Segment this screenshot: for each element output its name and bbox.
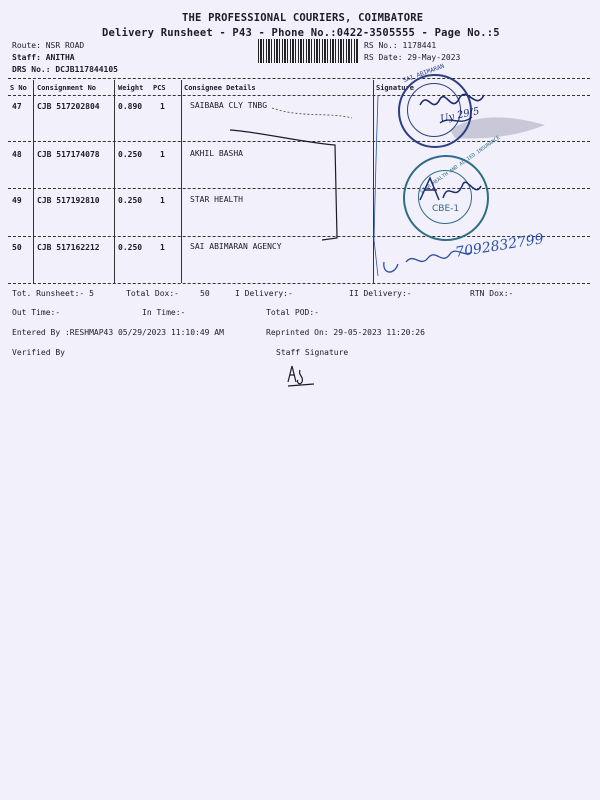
row-weight: 0.250	[118, 150, 143, 159]
row-weight: 0.250	[118, 243, 143, 252]
row-consignee: STAR HEALTH	[190, 195, 243, 204]
staff-signature-label: Staff Signature	[276, 348, 349, 357]
total-dox-value: 50	[200, 289, 210, 298]
ii-delivery-label: II Delivery:-	[349, 289, 412, 298]
row-pcs: 1	[160, 196, 165, 205]
runsheet-subtitle: Delivery Runsheet - P43 - Phone No.:0422-3505555 - Page No.:5	[102, 27, 500, 39]
handwritten-phone: 7092832799	[454, 231, 545, 261]
i-delivery-label: I Delivery:-	[235, 289, 293, 298]
row-sno: 48	[12, 150, 22, 159]
col-header-consignee: Consignee Details	[184, 84, 256, 92]
row-weight: 0.250	[118, 196, 143, 205]
reprinted-on: Reprinted On: 29-05-2023 11:20:26	[266, 328, 425, 337]
staff-label: Staff: ANITHA	[12, 53, 75, 62]
stamp-ring-text: STAR HEALTH AND ALLIED INSURANCE	[418, 134, 502, 196]
row-consignment: CJB 517174078	[37, 150, 100, 159]
staff-signature-mark	[284, 362, 324, 392]
col-header-weight: Weight	[118, 84, 144, 92]
row-consignee: SAIBABA CLY TNBG	[190, 101, 268, 110]
rs-number: RS No.: 1178441	[364, 41, 437, 50]
rtn-dox-label: RTN Dox:-	[470, 289, 514, 298]
col-header-consignment: Consignment No	[37, 84, 97, 92]
row-sno: 47	[12, 102, 22, 111]
row-sno: 49	[12, 196, 22, 205]
total-dox-label: Total Dox:-	[126, 289, 179, 298]
row-consignee: AKHIL BASHA	[190, 149, 243, 158]
rs-date: RS Date: 29-May-2023	[364, 53, 461, 62]
row-consignee: SAI ABIMARAN AGENCY	[190, 242, 282, 251]
row-weight: 0.890	[118, 102, 143, 111]
in-time-label: In Time:-	[142, 308, 186, 317]
handwritten-date: Uy 29/5	[439, 105, 481, 126]
row-consignment: CJB 517192810	[37, 196, 100, 205]
row-consignment: CJB 517202804	[37, 102, 100, 111]
drs-number: DRS No.: DCJB117844105	[12, 65, 118, 74]
row-pcs: 1	[160, 243, 165, 252]
row-pcs: 1	[160, 102, 165, 111]
out-time-label: Out Time:-	[12, 308, 61, 317]
col-header-sno: S No	[10, 84, 27, 92]
tot-runsheet: Tot. Runsheet:- 5	[12, 289, 94, 298]
col-header-signature: Signature	[376, 84, 414, 92]
row-consignment: CJB 517162212	[37, 243, 100, 252]
col-header-pcs: PCS	[153, 84, 166, 92]
route-label: Route: NSR ROAD	[12, 41, 85, 50]
entered-by: Entered By :RESHMAP43 05/29/2023 11:10:49 AM	[12, 328, 224, 337]
verified-by-label: Verified By	[12, 348, 65, 357]
row-pcs: 1	[160, 150, 165, 159]
stamp-ring-text: SAI ABIMARAN	[402, 62, 446, 85]
row-sno: 50	[12, 243, 22, 252]
stamp-center-text: CBE-1	[432, 204, 460, 214]
total-pod-label: Total POD:-	[266, 308, 319, 317]
signature-mark	[415, 170, 495, 220]
company-title: THE PROFESSIONAL COURIERS, COIMBATORE	[182, 12, 424, 24]
